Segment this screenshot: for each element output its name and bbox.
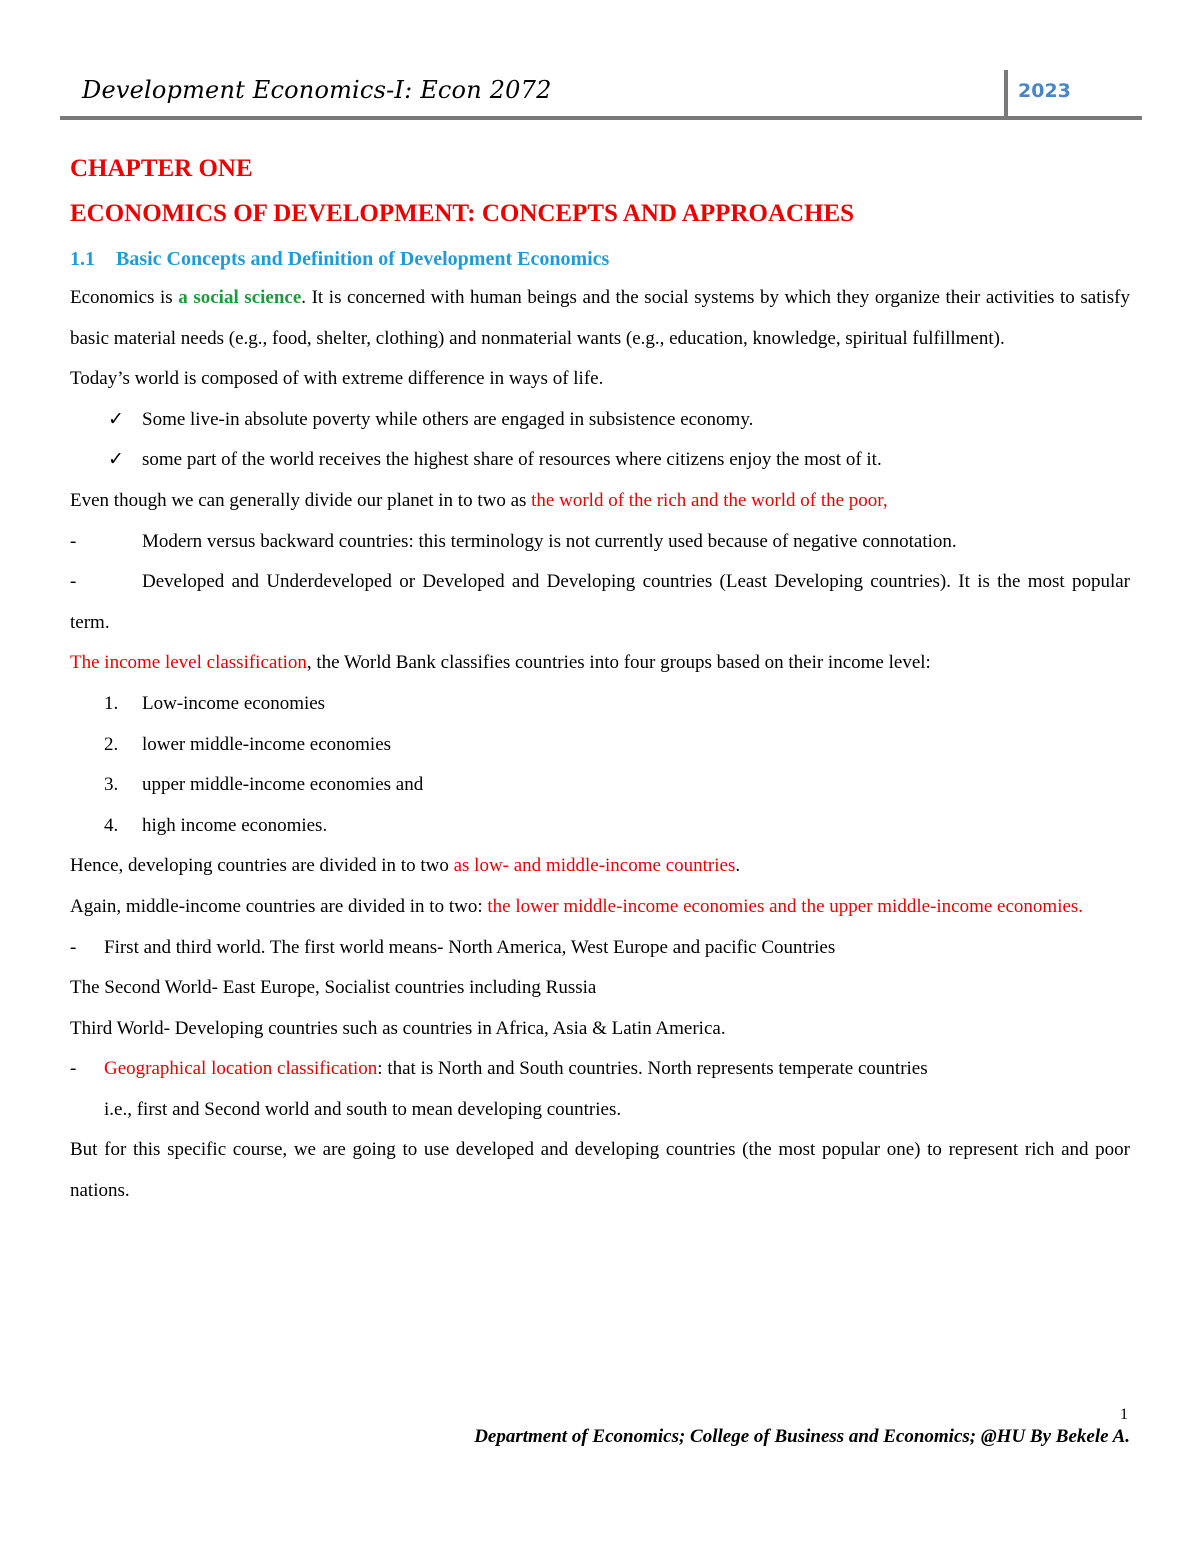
list-item [70,806,1130,847]
list-item [70,684,1130,725]
list-number: 3. [104,774,119,796]
check-item [70,400,1130,441]
list-item-text: lower middle-income economies [142,733,392,755]
highlight-income-classification: The income level classification [70,652,307,674]
checkmark-icon: ✓ [108,408,124,430]
text: Economics is [70,287,179,308]
chapter-heading: CHAPTER ONE [70,155,253,182]
check-item-text: Some live-in absolute poverty while others are engaged in subsistence economy. [142,408,754,430]
list-item-text: high income economies. [142,814,328,836]
highlight-social-science: a social science [178,287,302,308]
paragraph-second-world: The Second World- East Europe, Socialist countries including Russia [70,977,597,999]
dash-item-text: Modern versus backward countries: this terminology is not currently used because of negative connotation. [142,530,957,552]
highlight-lower-upper: the lower middle-income economies and the upper middle-income economies. [487,895,1084,917]
dash-item-text: Developed and Underdeveloped or Developed and Developing countries (Least Developing countries). It is the most popular term. [70,571,1130,633]
chapter-title: ECONOMICS OF DEVELOPMENT: CONCEPTS AND APPROACHES [70,200,855,227]
highlight-geographical: Geographical location classification [104,1058,378,1080]
highlight-rich-poor: the world of the rich and the world of the poor, [531,489,888,511]
text: : that is North and South countries. North represents temperate countries [377,1058,928,1080]
text: Even though we can generally divide our planet in to two as [70,489,532,511]
dash-bullet: - [70,530,77,552]
dash-bullet: - [70,1058,77,1080]
header-year: 2023 [1018,80,1071,102]
paragraph-middle-income-division [70,887,1130,928]
text: . It is concerned with human beings and the social systems by which they organize their activities to satisfy basic material needs (e.g., food, shelter, clothing) and nonmaterial wants (e.g., education, knowledge, spiritual fulfillment). [70,287,1130,349]
page-header [60,70,1142,122]
dash-item-modern-backward [70,522,1130,563]
paragraph-developing-division [70,846,1130,887]
section-heading [70,240,1130,278]
dash-item-geographical [70,1049,1130,1090]
list-number: 2. [104,733,119,755]
list-item-text: upper middle-income economies and [142,774,424,796]
dash-item-geographical-continued: i.e., first and Second world and south to mean developing countries. [104,1098,622,1120]
paragraph-rich-poor [70,481,1130,522]
dash-item-first-third-world [70,928,1130,969]
checkmark-icon: ✓ [108,449,124,471]
text: Hence, developing countries are divided in to two [70,855,454,877]
list-number: 1. [104,692,119,714]
dash-item-developed-developing [70,562,1130,643]
paragraph-economics-definition [70,278,1130,359]
header-title: Development Economics-I: Econ 2072 [82,76,552,104]
text: . [735,855,741,877]
dash-bullet: - [70,571,77,593]
check-item-text: some part of the world receives the highest share of resources where citizens enjoy the most of it. [142,449,882,471]
text: , the World Bank classifies countries into four groups based on their income level: [306,652,931,674]
paragraph-income-classification [70,643,1130,684]
header-rule [60,116,1142,120]
paragraph-world-difference: Today’s world is composed of with extreme difference in ways of life. [70,368,604,390]
list-item [70,725,1130,766]
dash-bullet: - [70,936,77,958]
highlight-low-middle: as low- and middle-income countries [453,855,736,877]
list-item [70,765,1130,806]
paragraph-course-scope: But for this specific course, we are going to use developed and developing countries (the most popular one) to represent rich and poor nations. [70,1139,1130,1202]
page-body [70,150,1130,1212]
paragraph-third-world: Third World- Developing countries such as countries in Africa, Asia & Latin America. [70,1017,726,1039]
header-divider [1004,70,1008,116]
page-number: 1 [1120,1406,1128,1423]
section-title: Basic Concepts and Definition of Development Economics [116,248,610,270]
page-footer: Department of Economics; College of Business and Economics; @HU By Bekele A. [474,1426,1130,1447]
text: Again, middle-income countries are divided in to two: [70,895,488,917]
list-item-text: Low-income economies [142,692,326,714]
section-number: 1.1 [70,248,95,270]
check-item [70,440,1130,481]
dash-item-text: First and third world. The first world means- North America, West Europe and pacific Countries [104,936,836,958]
list-number: 4. [104,814,119,836]
